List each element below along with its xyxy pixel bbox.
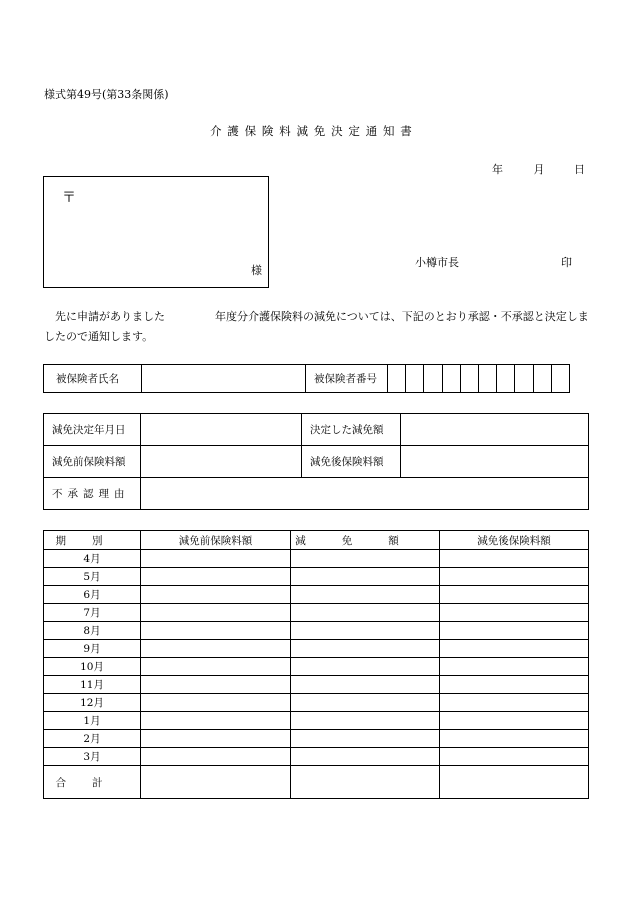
table-row <box>44 586 589 604</box>
premium-before-cell[interactable] <box>141 604 291 622</box>
month-label: 5月 <box>44 568 141 586</box>
reduction-cell[interactable] <box>291 568 440 586</box>
notice-body-part2: 年度分介護保険料の減免については、下記のとおり承認・不承認と決定しましたので通知します。 <box>44 310 589 343</box>
premium-before-cell[interactable] <box>141 712 291 730</box>
total-row <box>44 766 589 799</box>
premium-after-cell[interactable] <box>440 658 589 676</box>
table-row <box>44 550 589 568</box>
month-label: 12月 <box>44 694 141 712</box>
insured-number-digit[interactable] <box>551 365 569 393</box>
premium-before-cell[interactable] <box>141 658 291 676</box>
honorific: 様 <box>251 264 262 277</box>
total-premium-before-cell[interactable] <box>141 766 291 799</box>
header-premium-before: 減免前保険料額 <box>141 531 291 550</box>
premium-after-label: 減免後保険料額 <box>302 446 401 478</box>
month-label: 1月 <box>44 712 141 730</box>
premium-before-cell[interactable] <box>141 550 291 568</box>
table-row <box>44 658 589 676</box>
month-label: 8月 <box>44 622 141 640</box>
month-label: 10月 <box>44 658 141 676</box>
premium-after-cell[interactable] <box>440 550 589 568</box>
insured-number-label: 被保険者番号 <box>305 365 387 393</box>
total-premium-after-cell[interactable] <box>440 766 589 799</box>
insured-name-field[interactable] <box>142 365 306 393</box>
premium-after-cell[interactable] <box>440 748 589 766</box>
insured-number-digit[interactable] <box>497 365 515 393</box>
total-reduction-cell[interactable] <box>291 766 440 799</box>
premium-after-cell[interactable] <box>440 640 589 658</box>
reduction-cell[interactable] <box>291 550 440 568</box>
reduction-cell[interactable] <box>291 748 440 766</box>
reduction-cell[interactable] <box>291 676 440 694</box>
premium-before-cell[interactable] <box>141 730 291 748</box>
decision-date-field[interactable] <box>141 414 302 446</box>
premium-after-cell[interactable] <box>440 586 589 604</box>
insured-number-digit[interactable] <box>515 365 533 393</box>
premium-before-field[interactable] <box>141 446 302 478</box>
premium-before-cell[interactable] <box>141 586 291 604</box>
insured-number-digit[interactable] <box>406 365 424 393</box>
table-row <box>44 676 589 694</box>
month-label: 3月 <box>44 748 141 766</box>
document-title: 介護保険料減免決定通知書 <box>210 124 418 138</box>
date-year-label: 年 <box>492 163 503 176</box>
reduction-cell[interactable] <box>291 640 440 658</box>
insured-number-digit[interactable] <box>387 365 405 393</box>
table-row <box>44 604 589 622</box>
issuer-title: 小樽市長 <box>415 256 459 269</box>
reduction-cell[interactable] <box>291 730 440 748</box>
total-label: 合計 <box>44 766 141 799</box>
date-line <box>492 161 585 177</box>
decision-table <box>43 413 589 510</box>
premium-after-cell[interactable] <box>440 730 589 748</box>
header-reduction: 減免額 <box>291 531 440 550</box>
month-label: 7月 <box>44 604 141 622</box>
premium-before-cell[interactable] <box>141 694 291 712</box>
reduction-cell[interactable] <box>291 658 440 676</box>
reduction-cell[interactable] <box>291 604 440 622</box>
reduction-cell[interactable] <box>291 622 440 640</box>
notice-body <box>44 307 592 347</box>
table-row <box>44 694 589 712</box>
decided-amount-label: 決定した減免額 <box>302 414 401 446</box>
month-label: 4月 <box>44 550 141 568</box>
table-row <box>44 748 589 766</box>
rejection-reason-label: 不承認理由 <box>44 478 141 510</box>
date-month-label: 月 <box>533 163 545 176</box>
insured-table <box>43 364 570 393</box>
insured-number-digit[interactable] <box>424 365 442 393</box>
month-label: 11月 <box>44 676 141 694</box>
premium-after-field[interactable] <box>401 446 589 478</box>
reduction-cell[interactable] <box>291 694 440 712</box>
month-label: 9月 <box>44 640 141 658</box>
premium-after-cell[interactable] <box>440 712 589 730</box>
premium-before-cell[interactable] <box>141 622 291 640</box>
table-row <box>44 640 589 658</box>
premium-before-cell[interactable] <box>141 568 291 586</box>
table-row <box>44 568 589 586</box>
insured-number-digit[interactable] <box>478 365 496 393</box>
header-period: 期別 <box>44 531 141 550</box>
premium-after-cell[interactable] <box>440 676 589 694</box>
premium-before-cell[interactable] <box>141 676 291 694</box>
rejection-reason-field[interactable] <box>141 478 589 510</box>
premium-after-cell[interactable] <box>440 604 589 622</box>
premium-after-cell[interactable] <box>440 694 589 712</box>
header-premium-after: 減免後保険料額 <box>440 531 589 550</box>
decided-amount-field[interactable] <box>401 414 589 446</box>
decision-date-label: 減免決定年月日 <box>44 414 141 446</box>
insured-number-digit[interactable] <box>442 365 460 393</box>
table-row <box>44 622 589 640</box>
premium-before-cell[interactable] <box>141 748 291 766</box>
month-label: 2月 <box>44 730 141 748</box>
postal-mark-icon: 〒 <box>62 190 76 206</box>
date-day-label: 日 <box>574 163 585 176</box>
premium-before-label: 減免前保険料額 <box>44 446 141 478</box>
month-label: 6月 <box>44 586 141 604</box>
insured-number-digit[interactable] <box>533 365 551 393</box>
premium-after-cell[interactable] <box>440 568 589 586</box>
seal-mark: 印 <box>561 256 572 269</box>
insured-name-label: 被保険者氏名 <box>44 365 142 393</box>
address-box[interactable] <box>43 176 269 288</box>
reduction-cell[interactable] <box>291 712 440 730</box>
table-row <box>44 730 589 748</box>
notice-body-part1: 先に申請がありました <box>55 310 165 323</box>
insured-number-digit[interactable] <box>460 365 478 393</box>
schedule-table <box>43 530 589 799</box>
premium-before-cell[interactable] <box>141 640 291 658</box>
table-row <box>44 712 589 730</box>
reduction-cell[interactable] <box>291 586 440 604</box>
form-number: 様式第49号(第33条関係) <box>44 88 169 101</box>
premium-after-cell[interactable] <box>440 622 589 640</box>
